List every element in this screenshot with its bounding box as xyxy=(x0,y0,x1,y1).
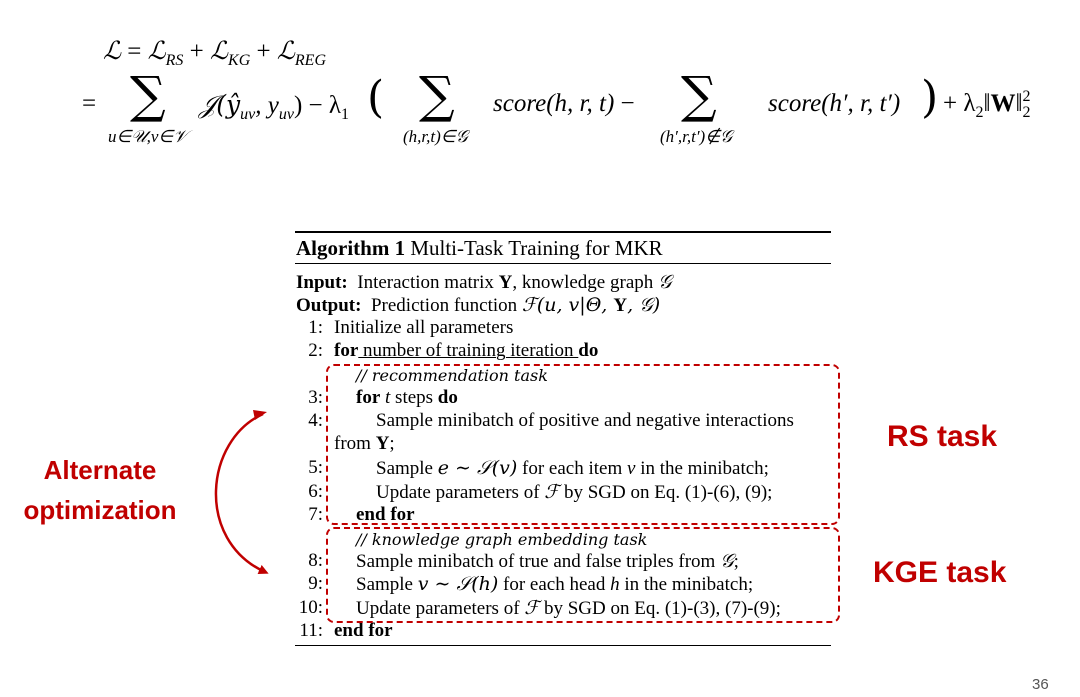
algorithm-line-6: Update parameters of ℱ by SGD on Eq. (1)-(6), (9); xyxy=(376,481,773,503)
equation-line-1: ℒ = ℒ$_{RS}$ + ℒ$_{KG}$ + ℒ$_{REG}$ xyxy=(103,36,327,69)
regularization-term: + $\lambda_2‖W‖^2_2$ xyxy=(943,88,1031,121)
rs-task-box xyxy=(326,364,840,525)
algorithm-line-4: Sample minibatch of positive and negative interactions xyxy=(376,410,794,431)
algorithm-line-11: end for xyxy=(334,620,393,641)
alternate-optimization-label: Alternate optimization xyxy=(23,455,177,525)
rs-task-label: RS task xyxy=(887,420,998,453)
score-positive: score(h, r, t) − xyxy=(493,90,635,117)
sum-symbol-2: ∑ xyxy=(419,66,455,124)
sum1-limit: u∈𝒰,v∈𝒱 xyxy=(108,127,188,146)
page-number: 36 xyxy=(1032,676,1049,693)
alternate-arrow-icon xyxy=(195,400,285,590)
algorithm-title: Algorithm 1 Multi-Task Training for MKR xyxy=(296,236,663,260)
algorithm-line-5: Sample e ∼ 𝒮(v) for each item v in the minibatch; xyxy=(376,457,769,479)
sum-symbol-3: ∑ xyxy=(681,66,717,124)
sum-symbol-1: ∑ xyxy=(130,66,166,124)
comment-recommendation-task: // recommendation task xyxy=(356,366,548,385)
sum3-limit: (h′,r,t′)∉𝒢 xyxy=(660,127,733,146)
kge-task-label: KGE task xyxy=(873,556,1007,589)
sum2-limit: (h,r,t)∈𝒢 xyxy=(403,127,468,146)
loss-term-J: $𝒥(ŷ_{uv}$, $y_{uv}) - \lambda_1$ xyxy=(199,90,350,123)
algorithm-line-8: Sample minibatch of true and false triples from 𝒢; xyxy=(356,550,739,572)
algorithm-bottom-rule xyxy=(295,645,831,646)
algorithm-line-1: Initialize all parameters xyxy=(334,317,514,338)
algorithm-line-9: Sample v ∼ 𝒮(h) for each head h in the minibatch; xyxy=(356,573,754,595)
algorithm-top-rule xyxy=(295,231,831,233)
algorithm-line-2: for number of training iteration do xyxy=(334,340,599,361)
comment-kge-task: // knowledge graph embedding task xyxy=(356,530,648,549)
algorithm-output: Output: Prediction function ℱ(u, v|Θ, Y, 𝒢) xyxy=(296,294,661,316)
algorithm-input: Input: Interaction matrix Y, knowledge graph 𝒢 xyxy=(296,271,672,293)
algorithm-line-4-cont: from Y; xyxy=(334,433,395,454)
kge-task-box xyxy=(326,527,840,623)
big-right-paren: ) xyxy=(921,72,939,123)
algorithm-line-7: end for xyxy=(356,504,415,525)
score-negative: score(h′, r, t′) xyxy=(768,90,901,117)
big-left-paren: ( xyxy=(367,72,385,123)
algorithm-line-3: for t steps do xyxy=(356,387,458,408)
algorithm-line-10: Update parameters of ℱ by SGD on Eq. (1)-(3), (7)-(9); xyxy=(356,597,781,619)
algorithm-title-rule xyxy=(295,263,831,264)
